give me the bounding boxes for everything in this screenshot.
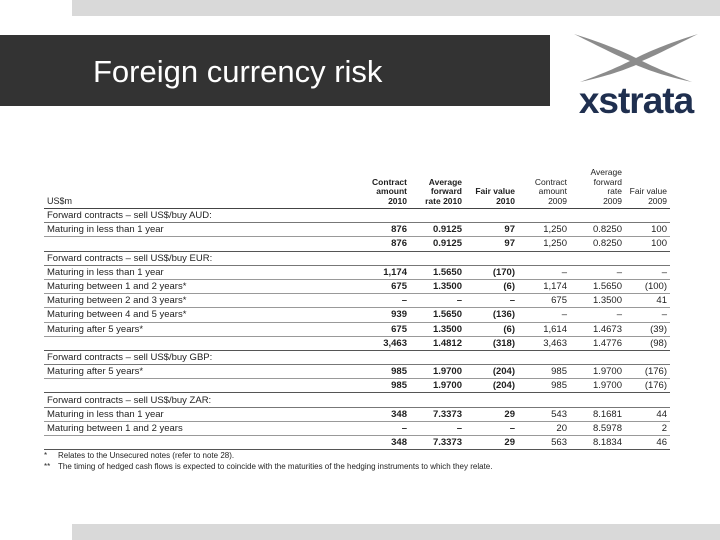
- table-cell: (170): [465, 265, 518, 279]
- table-cell: 985: [360, 379, 410, 393]
- table-cell: 2: [625, 421, 670, 435]
- table-cell: 100: [625, 237, 670, 251]
- table-cell: (176): [625, 379, 670, 393]
- footnote-text: The timing of hedged cash flows is expected to coincide with the maturities of the hedging instruments to which they relate.: [58, 462, 493, 471]
- foreign-currency-table: [44, 166, 670, 450]
- table-cell: [465, 251, 518, 265]
- table-cell: 100: [625, 223, 670, 237]
- table-cell: 1.5650: [570, 279, 625, 293]
- footnote-mark: **: [44, 462, 51, 471]
- table-cell: 44: [625, 407, 670, 421]
- table-cell: 1.4812: [410, 336, 465, 350]
- table-cell: –: [570, 265, 625, 279]
- table-cell: 1.5650: [410, 308, 465, 322]
- row-label: Maturing after 5 years*: [44, 322, 360, 336]
- table-cell: 29: [465, 407, 518, 421]
- table-cell: 8.5978: [570, 421, 625, 435]
- table-cell: 97: [465, 223, 518, 237]
- column-header: Average forward rate 2009: [570, 166, 625, 209]
- table-cell: [465, 350, 518, 364]
- table-cell: 1.9700: [410, 365, 465, 379]
- table-section-row: [44, 350, 670, 364]
- table-cell: –: [360, 421, 410, 435]
- row-label: Forward contracts – sell US$/buy GBP:: [44, 350, 360, 364]
- table-cell: –: [465, 294, 518, 308]
- table-cell: 876: [360, 223, 410, 237]
- table-cell: 7.3373: [410, 407, 465, 421]
- table-cell: 20: [518, 421, 570, 435]
- table-total-row: [44, 379, 670, 393]
- table-cell: (6): [465, 322, 518, 336]
- table-section-row: [44, 251, 670, 265]
- footnote-1: [44, 451, 234, 460]
- table-row: [44, 407, 670, 421]
- column-header: Contract amount 2010: [360, 166, 410, 209]
- table-cell: [518, 251, 570, 265]
- row-label: Maturing between 2 and 3 years*: [44, 294, 360, 308]
- table-cell: 1,614: [518, 322, 570, 336]
- table-row: [44, 421, 670, 435]
- table-cell: 97: [465, 237, 518, 251]
- table-cell: 985: [360, 365, 410, 379]
- table-cell: 1.3500: [410, 279, 465, 293]
- table-cell: [518, 393, 570, 407]
- table-row: [44, 322, 670, 336]
- table-cell: 675: [360, 322, 410, 336]
- table-total-row: [44, 336, 670, 350]
- company-logo: [566, 30, 706, 120]
- table-cell: 0.8250: [570, 223, 625, 237]
- table-cell: [360, 350, 410, 364]
- table-cell: 563: [518, 436, 570, 450]
- table-cell: [360, 393, 410, 407]
- table-cell: 985: [518, 379, 570, 393]
- table-cell: 29: [465, 436, 518, 450]
- table-cell: [570, 350, 625, 364]
- table-row: [44, 294, 670, 308]
- unit-label: US$m: [44, 166, 360, 209]
- table-cell: 8.1834: [570, 436, 625, 450]
- table-section-row: [44, 209, 670, 223]
- table-cell: (100): [625, 279, 670, 293]
- table-cell: –: [518, 308, 570, 322]
- table-cell: [410, 350, 465, 364]
- table-cell: 0.9125: [410, 223, 465, 237]
- table-cell: [625, 251, 670, 265]
- table-cell: 0.8250: [570, 237, 625, 251]
- table-cell: (39): [625, 322, 670, 336]
- table-cell: –: [465, 421, 518, 435]
- table-cell: [570, 251, 625, 265]
- table-cell: –: [518, 265, 570, 279]
- table-cell: 1,174: [518, 279, 570, 293]
- row-label: [44, 237, 360, 251]
- table-cell: [410, 393, 465, 407]
- table-cell: 675: [518, 294, 570, 308]
- table-cell: 7.3373: [410, 436, 465, 450]
- table-cell: 1.9700: [570, 379, 625, 393]
- row-label: [44, 436, 360, 450]
- top-decorative-strip: [72, 0, 720, 16]
- column-header: Average forward rate 2010: [410, 166, 465, 209]
- row-label: Forward contracts – sell US$/buy ZAR:: [44, 393, 360, 407]
- column-header: Fair value 2010: [465, 166, 518, 209]
- table-cell: –: [410, 421, 465, 435]
- table-cell: 1.5650: [410, 265, 465, 279]
- column-header: Contract amount 2009: [518, 166, 570, 209]
- row-label: [44, 336, 360, 350]
- table-cell: 939: [360, 308, 410, 322]
- table-cell: 1,174: [360, 265, 410, 279]
- row-label: [44, 379, 360, 393]
- table-cell: [465, 393, 518, 407]
- table-cell: (204): [465, 379, 518, 393]
- table-cell: 0.9125: [410, 237, 465, 251]
- table-section-row: [44, 393, 670, 407]
- table-cell: –: [360, 294, 410, 308]
- row-label: Maturing between 1 and 2 years: [44, 421, 360, 435]
- row-label: Maturing between 1 and 2 years*: [44, 279, 360, 293]
- table-cell: [625, 209, 670, 223]
- x-logo-icon: [566, 30, 706, 82]
- table-cell: 1,250: [518, 223, 570, 237]
- table-cell: –: [570, 308, 625, 322]
- bottom-decorative-strip: [72, 524, 720, 540]
- table-total-row: [44, 436, 670, 450]
- slide-title: Foreign currency risk: [93, 54, 383, 89]
- table-cell: 3,463: [360, 336, 410, 350]
- table-cell: [410, 251, 465, 265]
- table-cell: 1.3500: [570, 294, 625, 308]
- table-cell: [360, 251, 410, 265]
- table-row: [44, 223, 670, 237]
- row-label: Maturing between 4 and 5 years*: [44, 308, 360, 322]
- table-cell: –: [410, 294, 465, 308]
- table-cell: 1,250: [518, 237, 570, 251]
- table-cell: 876: [360, 237, 410, 251]
- table-cell: –: [625, 308, 670, 322]
- row-label: Forward contracts – sell US$/buy AUD:: [44, 209, 360, 223]
- table-cell: [625, 393, 670, 407]
- table-cell: 1.3500: [410, 322, 465, 336]
- column-header: Fair value 2009: [625, 166, 670, 209]
- table-cell: [360, 209, 410, 223]
- table-cell: 1.4673: [570, 322, 625, 336]
- table-row: [44, 365, 670, 379]
- table-cell: [518, 350, 570, 364]
- table-cell: 348: [360, 407, 410, 421]
- table-cell: 985: [518, 365, 570, 379]
- table-cell: 8.1681: [570, 407, 625, 421]
- table-cell: (318): [465, 336, 518, 350]
- table-cell: 675: [360, 279, 410, 293]
- table-cell: [410, 209, 465, 223]
- table-header-row: [44, 166, 670, 209]
- row-label: Maturing in less than 1 year: [44, 265, 360, 279]
- row-label: Maturing in less than 1 year: [44, 407, 360, 421]
- table-total-row: [44, 237, 670, 251]
- footnote-mark: *: [44, 451, 48, 460]
- table-cell: 1.9700: [410, 379, 465, 393]
- table-cell: (204): [465, 365, 518, 379]
- row-label: Forward contracts – sell US$/buy EUR:: [44, 251, 360, 265]
- table-cell: (176): [625, 365, 670, 379]
- table-cell: [570, 393, 625, 407]
- table-row: [44, 308, 670, 322]
- logo-wordmark: xstrata: [578, 80, 694, 121]
- footnote-text: Relates to the Unsecured notes (refer to note 28).: [58, 451, 235, 460]
- table-cell: [625, 350, 670, 364]
- table-cell: 3,463: [518, 336, 570, 350]
- table-cell: [465, 209, 518, 223]
- table-cell: –: [625, 265, 670, 279]
- row-label: Maturing after 5 years*: [44, 365, 360, 379]
- table-cell: 41: [625, 294, 670, 308]
- table-cell: (98): [625, 336, 670, 350]
- table-cell: 46: [625, 436, 670, 450]
- table-cell: (136): [465, 308, 518, 322]
- table-cell: (6): [465, 279, 518, 293]
- table-cell: 348: [360, 436, 410, 450]
- table-cell: [570, 209, 625, 223]
- table-row: [44, 279, 670, 293]
- table-cell: 543: [518, 407, 570, 421]
- table-cell: 1.4776: [570, 336, 625, 350]
- footnote-2: [44, 462, 492, 471]
- table-body: [44, 209, 670, 450]
- table-row: [44, 265, 670, 279]
- table-cell: [518, 209, 570, 223]
- row-label: Maturing in less than 1 year: [44, 223, 360, 237]
- table-cell: 1.9700: [570, 365, 625, 379]
